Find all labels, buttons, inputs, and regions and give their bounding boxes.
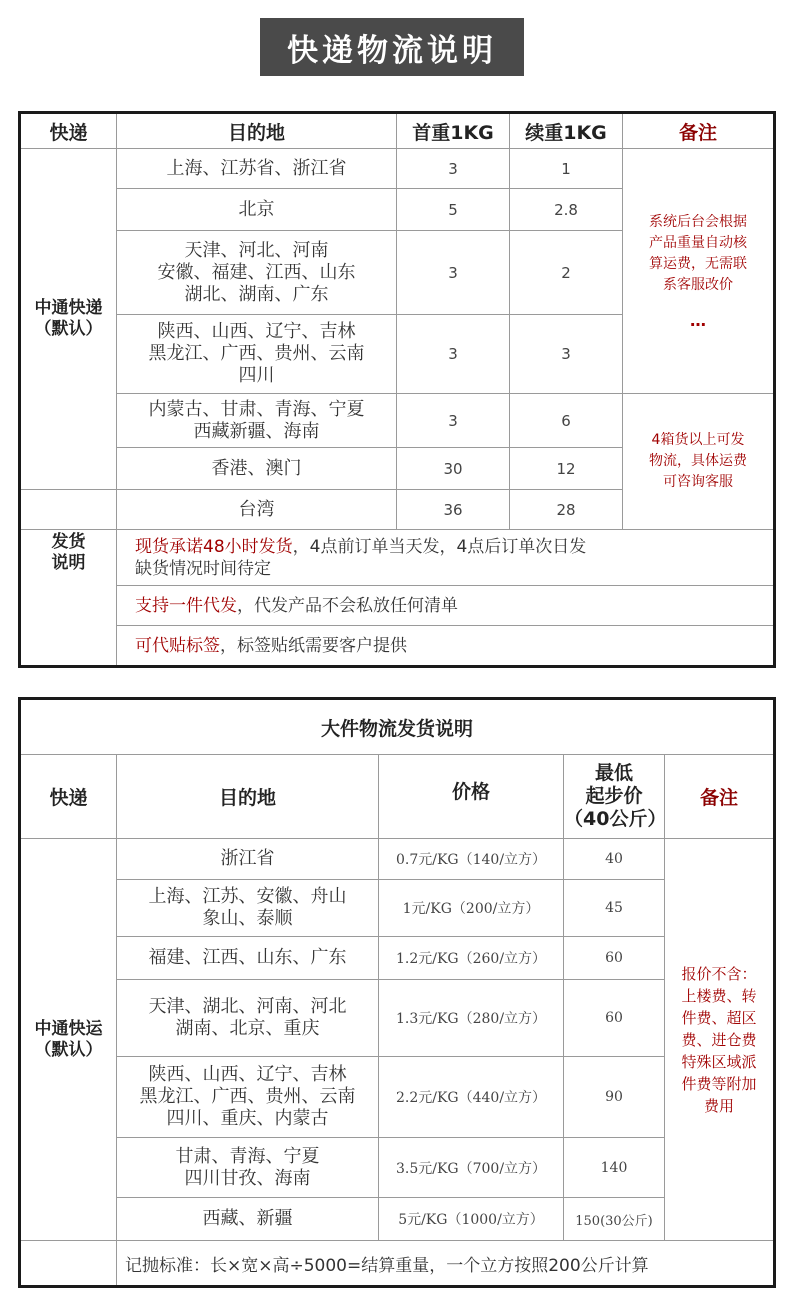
price-cell: 1元/KG（200/立方） [379,880,564,937]
destination-line: 浙江省 [220,848,275,869]
destination-line: 内蒙古、甘肃、青海、宁夏 [148,398,365,420]
price-cell: 2.2元/KG（440/立方） [379,1057,564,1138]
table-row [20,394,775,448]
first-weight-cell: 36 [397,490,510,530]
volumetric-note: 记抛标准：长×宽×高÷5000=结算重量，一个立方按照200公斤计算 [117,1241,775,1287]
header-note: 备注 [623,113,775,149]
destination-cell [117,1138,379,1198]
min-price-cell: 40 [564,839,665,880]
price-cell: 3.5元/KG（700/立方） [379,1138,564,1198]
min-price-cell: 60 [564,980,665,1057]
note-line: 系统后台会根据 [649,213,747,230]
next-weight-cell: 1 [510,149,623,189]
carrier-name: 中通快运 [34,1018,103,1039]
header-price: 价格 [379,755,564,839]
destination-line: 黑龙江、广西、贵州、云南 [139,1086,356,1107]
destination-cell [117,839,379,880]
table-row [20,880,775,937]
shipping-note [117,626,775,667]
min-price-cell: 45 [564,880,665,937]
destination-line: 天津、河北、河南 [184,239,329,261]
note-line: 件费、超区 [681,1008,757,1027]
destination-cell [117,1057,379,1138]
note-line: 物流，具体运费 [649,453,747,469]
min-price-cell: 90 [564,1057,665,1138]
header-min-line: （40公斤） [564,808,667,830]
destination-line: 西藏新疆、海南 [193,420,320,442]
shipping-row [20,530,775,586]
note-line: 上楼费、转 [681,986,757,1005]
destination-line: 四川、重庆、内蒙古 [166,1108,329,1129]
destination-cell [117,1198,379,1241]
note-cell [623,149,775,394]
header-first-weight: 首重1KG [397,113,510,149]
shipping-text: ，代发产品不会私放任何清单 [237,595,458,616]
destination-line: 四川甘孜、海南 [184,1167,311,1189]
note-line: 费用 [704,1096,735,1115]
table-row [20,839,775,880]
table-row [20,1198,775,1241]
shipping-note [117,586,775,626]
ellipsis: … [690,310,706,330]
shipping-row [20,626,775,667]
next-weight-cell: 28 [510,490,623,530]
table-row [20,937,775,980]
destination-line: 上海、江苏省、浙江省 [166,157,347,179]
destination-cell [117,315,397,394]
first-weight-cell: 3 [397,231,510,315]
express-table [18,111,776,668]
destination-cell [117,149,397,189]
destination-cell [117,937,379,980]
destination-line: 陕西、山西、辽宁、吉林 [148,1064,347,1085]
shipping-highlight: 可代贴标签 [135,635,220,656]
next-weight-cell: 2 [510,231,623,315]
header-destination: 目的地 [117,113,397,149]
destination-line: 福建、江西、山东、广东 [148,947,347,968]
freight-title: 大件物流发货说明 [20,699,775,755]
price-cell: 1.2元/KG（260/立方） [379,937,564,980]
destination-line: 上海、江苏、安徽、舟山 [148,886,347,907]
header-destination: 目的地 [117,755,379,839]
carrier-default: （默认） [34,1039,103,1060]
freight-header-row [20,755,775,839]
empty-cell [20,1241,117,1287]
shipping-text: ，4点前订单当天发，4点后订单次日发 [292,536,587,557]
shipping-label-cell [20,530,117,667]
destination-line: 湖北、湖南、广东 [184,283,329,305]
header-carrier: 快递 [20,755,117,839]
note-line: 报价不含： [681,964,757,983]
first-weight-cell: 3 [397,315,510,394]
freight-table [18,697,776,1288]
destination-line: 天津、湖北、河南、河北 [148,996,347,1017]
carrier-name: 中通快递 [34,298,103,318]
shipping-line [135,536,773,558]
destination-cell [117,490,397,530]
destination-line: 安徽、福建、江西、山东 [157,261,356,283]
footer-row [20,1241,775,1287]
destination-line: 象山、泰顺 [202,908,293,929]
carrier-cell [20,149,117,490]
next-weight-cell: 3 [510,315,623,394]
table-row [20,980,775,1057]
destination-line: 台湾 [238,498,275,520]
page-title: 快递物流说明 [260,18,524,76]
shipping-row [20,586,775,626]
destination-cell [117,980,379,1057]
note-line: 算运费，无需联 [649,255,747,272]
destination-cell [117,189,397,231]
destination-line: 北京 [238,198,275,220]
header-min-line: 最低 [594,762,633,784]
next-weight-cell: 12 [510,448,623,490]
min-price-cell: 140 [564,1138,665,1198]
destination-line: 湖南、北京、重庆 [175,1018,320,1039]
note-cell [665,839,775,1241]
shipping-label-line: 发货 [51,532,86,552]
destination-cell [117,231,397,315]
min-price-cell: 150(30公斤) [564,1198,665,1241]
shipping-text: ，标签贴纸需要客户提供 [220,635,407,656]
header-min-line: 起步价 [585,785,643,807]
first-weight-cell: 3 [397,149,510,189]
destination-cell [117,448,397,490]
shipping-highlight: 支持一件代发 [135,595,237,616]
destination-line: 陕西、山西、辽宁、吉林 [157,321,356,342]
note-line: 件费等附加 [681,1074,757,1093]
next-weight-cell: 6 [510,394,623,448]
note-line: 产品重量自动核 [649,234,747,251]
price-cell: 1.3元/KG（280/立方） [379,980,564,1057]
freight-title-row [20,699,775,755]
note-line: 4箱货以上可发 [651,432,745,448]
shipping-highlight: 现货承诺48小时发货 [135,536,293,557]
destination-line: 四川 [238,365,275,386]
destination-line: 黑龙江、广西、贵州、云南 [148,343,365,364]
price-cell: 5元/KG（1000/立方） [379,1198,564,1241]
note-cell [623,394,775,530]
destination-line: 香港、澳门 [211,457,302,479]
table-row [20,1057,775,1138]
price-cell: 0.7元/KG（140/立方） [379,839,564,880]
header-next-weight: 续重1KG [510,113,623,149]
shipping-label-line: 说明 [51,553,86,573]
carrier-cell [20,839,117,1241]
express-header-row [20,113,775,149]
note-line: 费、进仓费 [681,1030,757,1049]
table-row [20,1138,775,1198]
shipping-note [117,530,775,586]
first-weight-cell: 5 [397,189,510,231]
first-weight-cell: 3 [397,394,510,448]
note-line: 可咨询客服 [663,474,733,490]
header-carrier: 快递 [20,113,117,149]
destination-line: 西藏、新疆 [202,1208,293,1229]
min-price-cell: 60 [564,937,665,980]
empty-cell [20,490,117,530]
note-line: 特殊区域派 [681,1052,757,1071]
first-weight-cell: 30 [397,448,510,490]
destination-cell [117,394,397,448]
header-note: 备注 [665,755,775,839]
destination-line: 甘肃、青海、宁夏 [175,1145,320,1167]
shipping-line: 缺货情况时间待定 [135,558,271,579]
table-row [20,149,775,189]
carrier-default: （默认） [34,319,103,339]
header-min-price [564,755,665,839]
destination-cell [117,880,379,937]
next-weight-cell: 2.8 [510,189,623,231]
note-line: 系客服改价 [663,276,733,293]
